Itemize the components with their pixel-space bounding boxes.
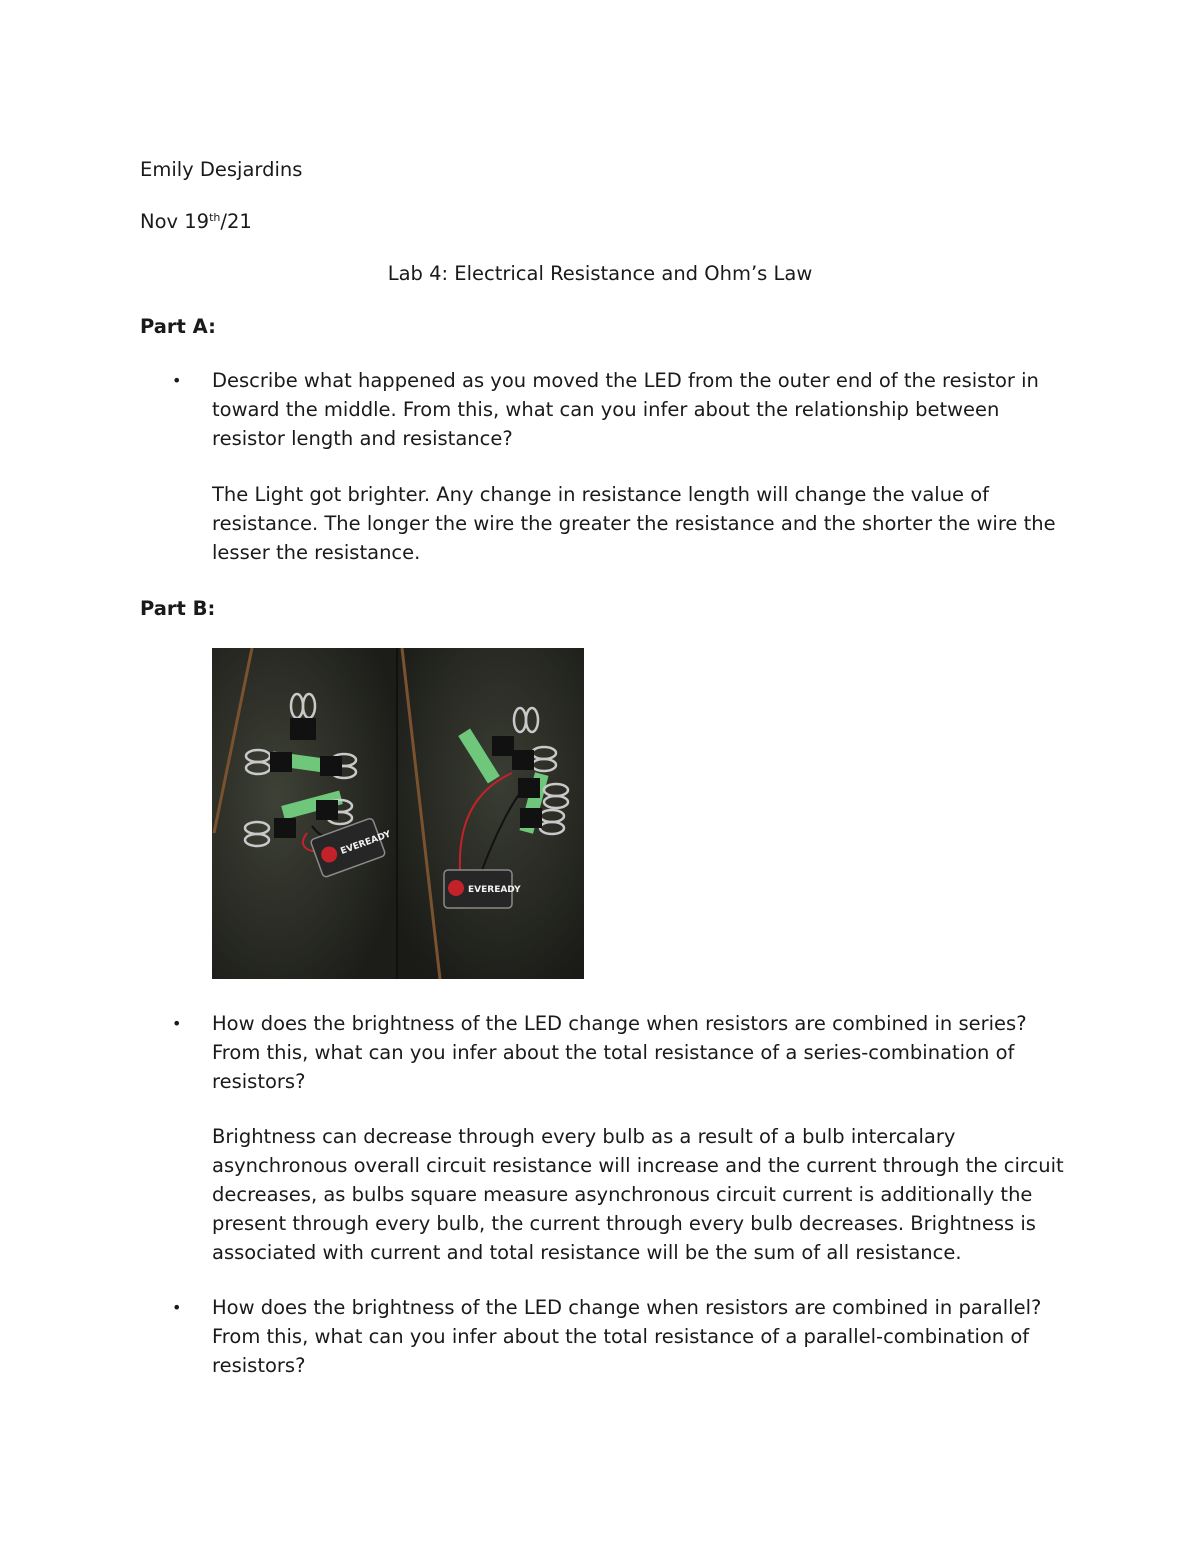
part-a-question: Describe what happened as you moved the LED from the outer end of the resistor in toward the middle. From this, what can you infer about the relationship between resistor length and resistance? <box>212 369 1039 450</box>
part-a-heading: Part A: <box>140 315 216 338</box>
battery-label-right: EVEREADY <box>468 885 521 895</box>
bullet-marker: • <box>172 1014 182 1033</box>
document-title: Lab 4: Electrical Resistance and Ohm’s Law <box>387 262 813 285</box>
date-main: Nov 19 <box>140 210 210 233</box>
part-b-question-parallel: How does the brightness of the LED change when resistors are combined in parallel? From this, what can you infer about the total resistance of a parallel-combination of resistors? <box>212 1296 1042 1377</box>
date-year: /21 <box>220 210 252 233</box>
circuit-photo-right <box>398 648 584 979</box>
part-b-answer-series: Brightness can decrease through every bulb as a result of a bulb intercalary asynchronous overall circuit resistance will increase and the current through the circuit decreases, as bulbs square measure asynchronous circuit current is additionally the present through every bulb, the current through every bulb decreases. Brightness is associated with current and total resistance will be the sum of all resistance. <box>212 1125 1064 1264</box>
circuit-photo-left <box>212 648 397 979</box>
bullet-marker: • <box>172 1298 182 1317</box>
date-line <box>140 207 252 236</box>
bullet-marker: • <box>172 371 182 390</box>
battery-label-left: EVEREADY <box>339 829 393 857</box>
date-ordinal-suffix: th <box>209 211 221 224</box>
part-b-heading: Part B: <box>140 597 216 620</box>
author-name: Emily Desjardins <box>140 158 303 181</box>
part-b-question-series: How does the brightness of the LED change when resistors are combined in series? From this, what can you infer about the total resistance of a series-combination of resistors? <box>212 1012 1027 1093</box>
circuit-photo <box>212 648 584 979</box>
part-a-answer: The Light got brighter. Any change in resistance length will change the value of resistance. The longer the wire the greater the resistance and the shorter the wire the lesser the resistance. <box>212 483 1056 564</box>
